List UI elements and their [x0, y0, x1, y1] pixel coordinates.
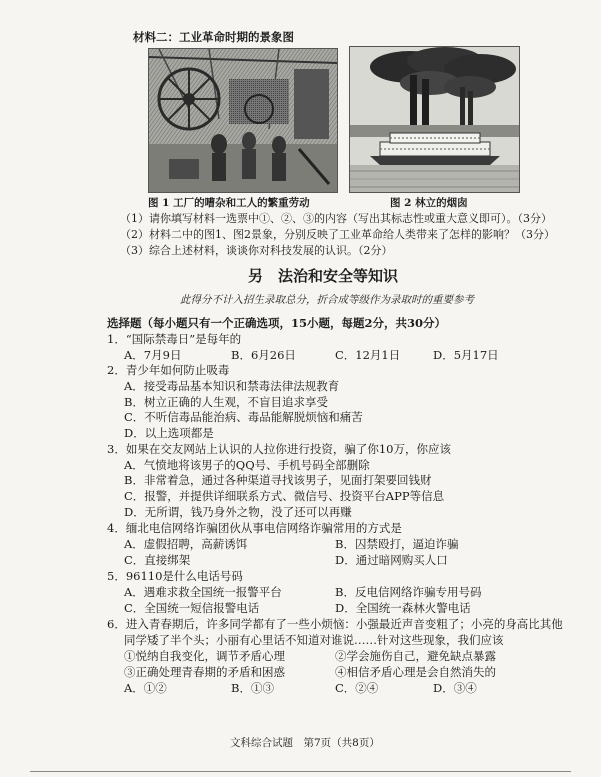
material-question-1: （1）请你填写材料一选票中①、②、③的内容（写出其标志性或重大意义即可）。（3分） — [120, 212, 552, 225]
question-3-option-b: B．非常着急，通过各种渠道寻找该男子，见面打架要回钱财 — [124, 473, 432, 487]
question-6-option-d: D．③④ — [433, 681, 477, 695]
question-2-option-d: D．以上选项都是 — [124, 426, 214, 440]
question-1-option-c: C．12月1日 — [335, 348, 401, 362]
question-2-option-a: A．接受毒品基本知识和禁毒法律法规教育 — [124, 379, 340, 393]
question-1-option-b: B．6月26日 — [231, 348, 296, 362]
material-question-3: （3）综合上述材料，谈谈你对科技发展的认识。（2分） — [120, 244, 393, 257]
question-4-option-b: B．囚禁殴打，逼迫诈骗 — [335, 537, 459, 551]
question-6-statement-4: ④相信矛盾心理是会自然消失的 — [335, 665, 496, 679]
question-4-option-d: D．通过暗网购买人口 — [335, 553, 448, 567]
question-6-option-c: C．②④ — [335, 681, 379, 695]
question-5-option-b: B．反电信网络诈骗专用号码 — [335, 585, 482, 599]
question-5-stem: 5．96110是什么电话号码 — [107, 569, 243, 583]
question-3-option-d: D．无所谓，钱乃身外之物，没了还可以再赚 — [124, 505, 352, 519]
question-2-stem: 2．青少年如何防止吸毒 — [107, 363, 230, 377]
figure-1-caption: 图 1 工厂的嘈杂和工人的繁重劳动 — [148, 197, 310, 209]
question-1-option-a: A．7月9日 — [124, 348, 182, 362]
choice-section-header: 选择题（每小题只有一个正确选项，15小题，每题2分，共30分） — [107, 316, 447, 330]
question-6-option-a: A．①② — [124, 681, 167, 695]
question-4-option-c: C．直接绑架 — [124, 553, 191, 567]
question-2-option-b: B．树立正确的人生观，不盲目追求享受 — [124, 395, 328, 409]
bottom-edge-line — [30, 771, 571, 772]
question-3-option-a: A．气愤地将该男子的QQ号、手机号码全部删除 — [124, 458, 370, 472]
question-4-stem: 4．缅北电信网络诈骗团伙从事电信网络诈骗常用的方式是 — [107, 521, 402, 535]
chimney-illustration — [349, 46, 520, 193]
page-footer: 文科综合试题 第7页（共8页） — [230, 737, 380, 749]
question-5-option-d: D．全国统一森林火警电话 — [335, 601, 471, 615]
question-6-statement-3: ③正确处理青春期的矛盾和困惑 — [124, 665, 285, 679]
section-title: 另 法治和安全等知识 — [248, 267, 399, 285]
material-question-2: （2）材料二中的图1、图2景象，分别反映了工业革命给人类带来了怎样的影响？（3分） — [120, 228, 555, 241]
question-6-statement-2: ②学会施伤自己，避免缺点暴露 — [335, 649, 496, 663]
material-title: 材料二：工业革命时期的景象图 — [133, 30, 294, 44]
question-6-statement-1: ①悦纳自我变化，调节矛盾心理 — [124, 649, 285, 663]
question-1-option-d: D．5月17日 — [433, 348, 499, 362]
question-3-option-c: C．报警，并提供详细联系方式、微信号、投资平台APP等信息 — [124, 489, 445, 503]
question-2-option-c: C．不听信毒品能治病、毒品能解脱烦恼和痛苦 — [124, 410, 363, 424]
question-5-option-c: C．全国统一短信报警电话 — [124, 601, 260, 615]
question-5-option-a: A．遇难求救全国统一报警平台 — [124, 585, 282, 599]
question-6-stem-continued: 同学矮了半个头；小丽有心里话不知道对谁说……针对这些现象，我们应该 — [124, 633, 504, 647]
factory-illustration — [148, 48, 338, 193]
question-6-option-b: B．①③ — [231, 681, 274, 695]
question-4-option-a: A．虚假招聘，高薪诱饵 — [124, 537, 248, 551]
question-6-stem: 6．进入青春期后，许多同学都有了一些小烦恼：小强最近声音变粗了；小亮的身高比其他 — [107, 617, 563, 631]
question-1-stem: 1．“国际禁毒日”是每年的 — [107, 332, 242, 346]
question-3-stem: 3．如果在交友网站上认识的人拉你进行投资，骗了你10万，你应该 — [107, 442, 451, 456]
section-note: 此得分不计入招生录取总分，折合成等级作为录取时的重要参考 — [180, 294, 474, 306]
figure-2-caption: 图 2 林立的烟囱 — [390, 197, 468, 209]
